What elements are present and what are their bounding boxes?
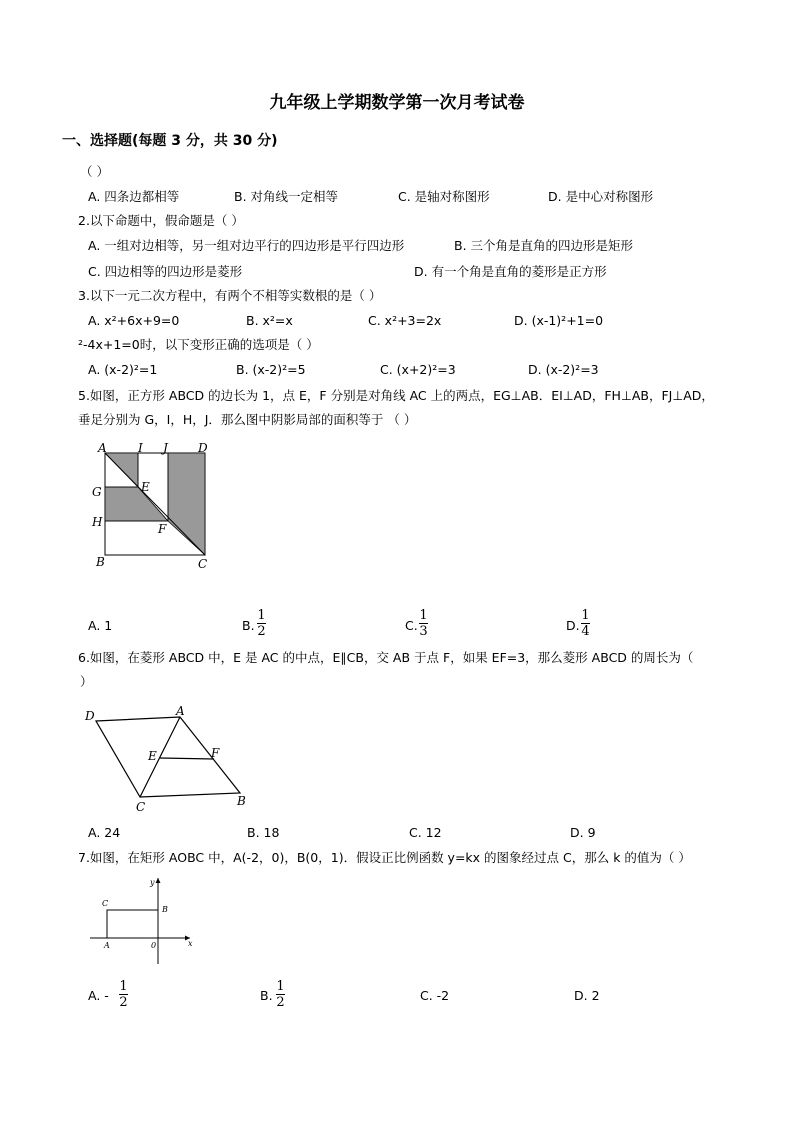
fraction-numerator: 1 xyxy=(257,608,266,623)
q5-stem-line1: 5.如图，正方形 ABCD 的边长为 1，点 E，F 分别是对角线 AC 上的两点，EG⊥AB．EI⊥AD，FH⊥AB，FJ⊥AD， xyxy=(78,388,714,403)
q5-label-j: J xyxy=(163,441,168,455)
q5-option-c-fraction xyxy=(419,609,428,638)
q6-figure xyxy=(82,705,262,817)
q7-option-d[interactable]: D. 2 xyxy=(574,988,600,1003)
q6-stem-line1: 6.如图，在菱形 ABCD 中，E 是 AC 的中点，E∥CB，交 AB 于点 F，如果 EF=3，那么菱形 ABCD 的周长为（ xyxy=(78,650,694,665)
q7-label-y-axis: y xyxy=(150,878,155,887)
fraction-numerator: 1 xyxy=(276,979,285,994)
q3-stem: 3.以下一元二次方程中，有两个不相等实数根的是（ ） xyxy=(78,288,382,303)
q5-label-i: I xyxy=(138,441,143,455)
q7-figure xyxy=(90,874,202,966)
q7-label-origin: 0 xyxy=(151,941,157,950)
fraction-denominator: 3 xyxy=(419,624,428,639)
q6-option-b[interactable]: B. 18 xyxy=(247,825,280,840)
q1-stem: （ ） xyxy=(80,164,109,179)
q7-option-b-fraction xyxy=(276,980,285,1009)
q4-option-b[interactable]: B. (x-2)²=5 xyxy=(236,362,306,377)
q2-option-a[interactable]: A. 一组对边相等，另一组对边平行的四边形是平行四边形 xyxy=(88,238,405,253)
q3-option-b[interactable]: B. x²=x xyxy=(246,313,293,328)
q7-label-a: A xyxy=(104,941,110,950)
q6-option-a[interactable]: A. 24 xyxy=(88,825,121,840)
q6-label-f: F xyxy=(211,746,220,760)
q6-stem-line2: ） xyxy=(80,674,93,689)
q5-label-f: F xyxy=(158,522,167,536)
q5-option-c-prefix[interactable]: C. xyxy=(405,618,418,633)
q6-label-e: E xyxy=(148,749,157,763)
fraction-numerator: 1 xyxy=(119,979,128,994)
q4-stem: ²-4x+1=0时，以下变形正确的选项是（ ） xyxy=(78,337,319,352)
fraction-denominator: 2 xyxy=(276,995,285,1010)
q5-label-h: H xyxy=(92,515,103,529)
q5-label-e: E xyxy=(141,480,150,494)
q7-option-c[interactable]: C. -2 xyxy=(420,988,450,1003)
q7-option-a-fraction xyxy=(119,980,128,1009)
q5-label-a: A xyxy=(98,441,107,455)
q6-label-c: C xyxy=(136,800,146,814)
q3-option-a[interactable]: A. x²+6x+9=0 xyxy=(88,313,180,328)
fraction-numerator: 1 xyxy=(581,608,590,623)
q7-label-b: B xyxy=(162,905,168,914)
q2-option-b[interactable]: B. 三个角是直角的四边形是矩形 xyxy=(454,238,634,253)
q5-label-b: B xyxy=(96,555,105,569)
page-title: 九年级上学期数学第一次月考试卷 xyxy=(269,93,525,113)
q5-option-b-fraction xyxy=(257,609,266,638)
q5-figure xyxy=(88,440,218,575)
q4-option-d[interactable]: D. (x-2)²=3 xyxy=(528,362,599,377)
q6-option-d[interactable]: D. 9 xyxy=(570,825,596,840)
q2-stem: 2.以下命题中，假命题是（ ） xyxy=(78,213,244,228)
q7-option-b-prefix[interactable]: B. xyxy=(260,988,273,1003)
fraction-numerator: 1 xyxy=(419,608,428,623)
q6-label-d: D xyxy=(85,709,95,723)
fraction-denominator: 2 xyxy=(257,624,266,639)
q7-stem: 7.如图，在矩形 AOBC 中，A(-2，0)，B(0，1)．假设正比例函数 y=kx 的图象经过点 C，那么 k 的值为（ ） xyxy=(78,850,691,865)
q5-stem-line2: 垂足分别为 G，I，H，J．那么图中阴影局部的面积等于 （ ） xyxy=(78,412,417,427)
q3-option-d[interactable]: D. (x-1)²+1=0 xyxy=(514,313,604,328)
q4-option-c[interactable]: C. (x+2)²=3 xyxy=(380,362,456,377)
q7-label-c: C xyxy=(102,899,109,908)
q2-option-d[interactable]: D. 有一个角是直角的菱形是正方形 xyxy=(414,264,607,279)
q7-option-a-prefix[interactable]: A. - xyxy=(88,988,109,1003)
q5-option-a[interactable]: A. 1 xyxy=(88,618,113,633)
q5-option-d-prefix[interactable]: D. xyxy=(566,618,580,633)
q4-option-a[interactable]: A. (x-2)²=1 xyxy=(88,362,158,377)
q6-option-c[interactable]: C. 12 xyxy=(409,825,442,840)
q2-option-c[interactable]: C. 四边相等的四边形是菱形 xyxy=(88,264,243,279)
fraction-denominator: 4 xyxy=(581,624,590,639)
q1-option-d[interactable]: D. 是中心对称图形 xyxy=(548,189,654,204)
q5-option-b-prefix[interactable]: B. xyxy=(242,618,255,633)
q5-option-d-fraction xyxy=(581,609,590,638)
q1-option-a[interactable]: A. 四条边都相等 xyxy=(88,189,180,204)
q1-option-b[interactable]: B. 对角线一定相等 xyxy=(234,189,339,204)
q5-label-g: G xyxy=(92,485,102,499)
section-heading: 一、选择题(每题 3 分，共 30 分) xyxy=(62,133,278,149)
q5-label-c: C xyxy=(198,557,208,571)
q7-label-x-axis: x xyxy=(188,939,193,948)
q5-label-d: D xyxy=(198,441,208,455)
fraction-denominator: 2 xyxy=(119,995,128,1010)
q3-option-c[interactable]: C. x²+3=2x xyxy=(368,313,442,328)
q6-label-b: B xyxy=(237,794,246,808)
q6-label-a: A xyxy=(176,704,185,718)
q1-option-c[interactable]: C. 是轴对称图形 xyxy=(398,189,490,204)
